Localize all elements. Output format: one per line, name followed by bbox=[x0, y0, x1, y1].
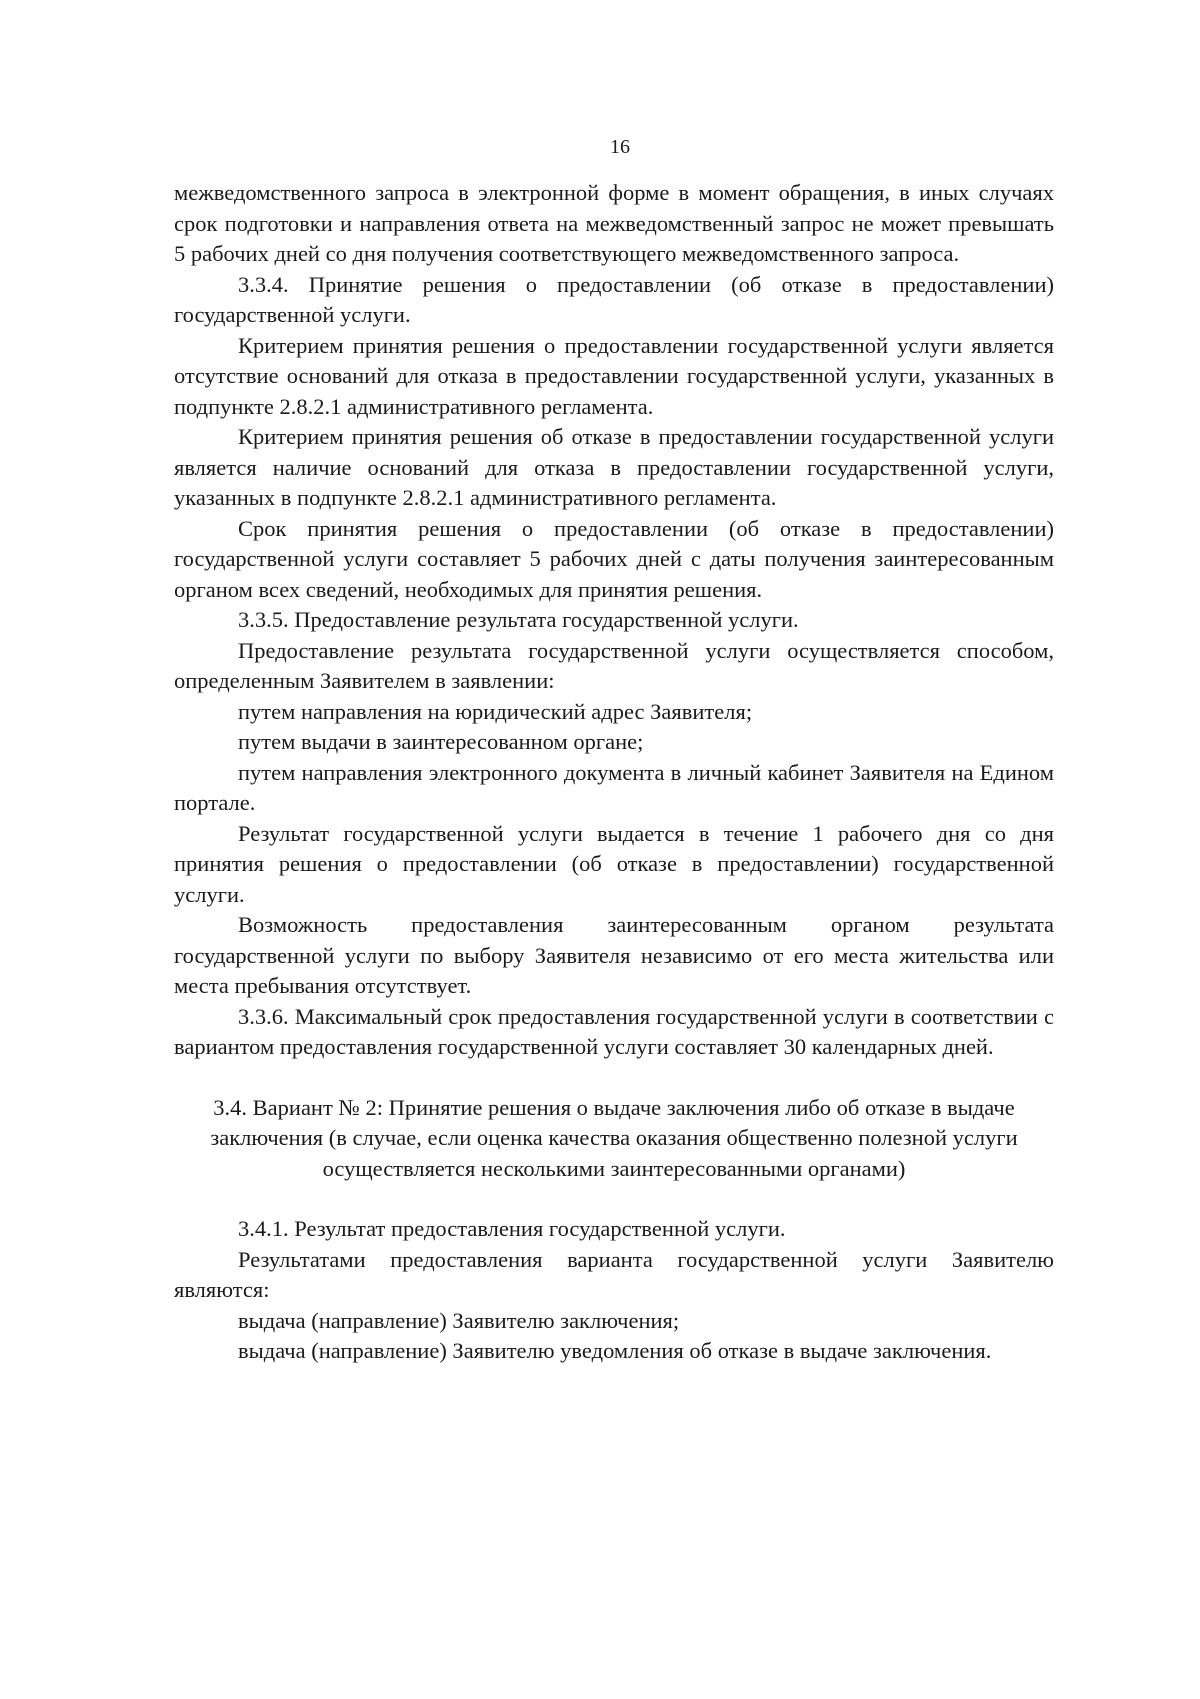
subsection-3-4-1: 3.4.1. Результат предоставления государственной услуги. bbox=[238, 1216, 786, 1241]
list-item-portal: путем направления электронного документа в личный кабинет Заявителя на Едином портале. bbox=[174, 759, 1054, 815]
list-item-refusal-notice: выдача (направление) Заявителю уведомления об отказе в выдаче заключения. bbox=[238, 1338, 992, 1363]
subsection-3-3-4: 3.3.4. Принятие решения о предоставлении (об отказе в предоставлении) государственной услуги. bbox=[174, 271, 1054, 327]
list-item-conclusion: выдача (направление) Заявителю заключения; bbox=[238, 1307, 680, 1333]
subsection-3-3-6: 3.3.6. Максимальный срок предоставления государственной услуги в соответствии с вариантом предоставления государственной услуги составляет 30 календарных дней. bbox=[174, 1003, 1054, 1059]
paragraph-continuation: межведомственного запроса в электронной форме в момент обращения, в иных случаях срок подготовки и направления ответа на межведомственный запрос не может превышать 5 рабочих дней со дня получения соответствующего межведомственного запроса. bbox=[174, 180, 1054, 266]
section-heading-3-4: 3.4. Вариант № 2: Принятие решения о выдаче заключения либо об отказе в выдаче заключения (в случае, если оценка качества оказания общественно полезной услуги осуществляется несколькими заинтересованными органами) bbox=[210, 1094, 1018, 1181]
page-number: 16 bbox=[610, 136, 630, 158]
paragraph-results: Результатами предоставления варианта государственной услуги Заявителю являются: bbox=[174, 1246, 1054, 1302]
paragraph-criterion-grant: Критерием принятия решения о предоставлении государственной услуги является отсутствие оснований для отказа в предоставлении государственной услуги, указанных в подпункте 2.8.2.1 административного регламента. bbox=[174, 332, 1054, 419]
paragraph-criterion-refusal: Критерием принятия решения об отказе в предоставлении государственной услуги является наличие оснований для отказа в предоставлении государственной услуги, указанных в подпункте 2.8.2.1 административного регламента. bbox=[174, 424, 1054, 510]
document-body bbox=[174, 178, 1054, 1367]
paragraph-extraterritorial: Возможность предоставления заинтересованным органом результата государственной услуги по выбору Заявителя независимо от его места жительства или места пребывания отсутствует. bbox=[174, 912, 1054, 998]
list-item-in-person: путем выдачи в заинтересованном органе; bbox=[238, 729, 644, 754]
list-item-legal-address: путем направления на юридический адрес Заявителя; bbox=[238, 698, 753, 724]
paragraph-result-delivery: Предоставление результата государственной услуги осуществляется способом, определенным Заявителем в заявлении: bbox=[174, 637, 1054, 693]
subsection-3-3-5: 3.3.5. Предоставление результата государственной услуги. bbox=[238, 607, 799, 632]
paragraph-decision-term: Срок принятия решения о предоставлении (об отказе в предоставлении) государственной услуги составляет 5 рабочих дней с даты получения заинтересованным органом всех сведений, необходимых для принятия решения. bbox=[174, 515, 1054, 602]
paragraph-result-term: Результат государственной услуги выдается в течение 1 рабочего дня со дня принятия решения о предоставлении (об отказе в предоставлении) государственной услуги. bbox=[174, 820, 1054, 907]
